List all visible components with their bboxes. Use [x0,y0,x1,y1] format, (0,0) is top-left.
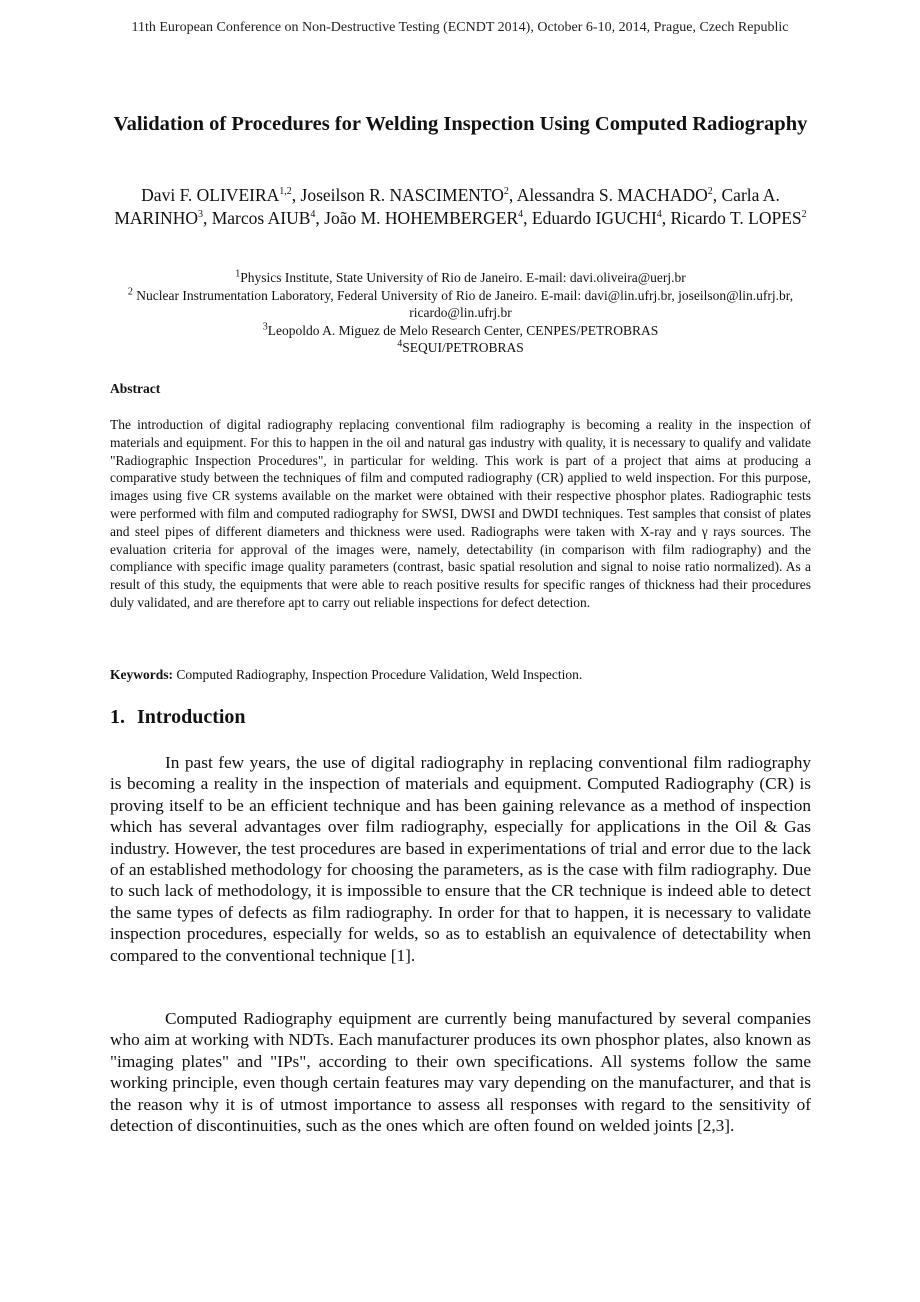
author-affiliation-mark: 2 [801,208,807,220]
abstract-text: The introduction of digital radiography replacing conventional film radiography is becoming a reality in the inspection of materials and equipment. For this to happen in the oil and natural gas industry with quality, it is necessary to qualify and validate "Radiographic Inspection Procedures", in particular for welding. This work is part of a project that aims at producing a comparative study between the techniques of film and computed radiography (CR) applied to weld inspection. For this purpose, images using five CR systems available on the market were obtained with their respective phosphor plates. Radiographic tests were performed with film and computed radiography for SWSI, DWSI and DWDI techniques. Test samples that consist of plates and steel pipes of different diameters and thickness were used. Radiographs were taken with X-ray and γ rays sources. The evaluation criteria for approval of the images were, namely, detectability (in comparison with film radiography) and the compliance with specific image quality parameters (contrast, basic spatial resolution and signal to noise ratio normalized). As a result of this study, the equipments that were able to reach positive results for specific ranges of thickness had their procedures duly validated, and are therefore apt to carry out reliable inspections for defect detection. [110,417,811,610]
author [532,208,671,228]
author-list [110,184,811,229]
abstract-heading: Abstract [110,381,161,396]
running-header: 11th European Conference on Non-Destructive Testing (ECNDT 2014), October 6-10, 2014, Prague, Czech Republic [131,20,789,35]
author-affiliation-mark: 3 [197,208,203,220]
author-name: Ricardo T. LOPES [670,207,802,228]
body-paragraph: In past few years, the use of digital radiography in replacing conventional film radiography is becoming a reality in the inspection of materials and equipment. Computed Radiography (CR) is proving itself to be an efficient technique and has been gaining relevance as a method of inspection which has several advantages over film radiography, especially for applications in the Oil & Gas industry. However, the test procedures are based in experimentations of trial and error due to the lack of an established methodology for choosing the parameters, as is the case with film radiography. Due to such lack of methodology, it is impossible to ensure that the CR technique is indeed able to detect the same types of defects as film radiography. In order for that to happen, it is necessary to validate inspection procedures, especially for welds, so as to establish an equivalence of detectability when compared to the conventional technique [1]. [110,753,811,965]
affiliation-number: 1 [235,268,241,280]
author-affiliation-mark: 4 [518,208,524,220]
affiliation-text: Physics Institute, State University of Rio de Janeiro. E-mail: davi.oliveira@uerj.br [240,270,686,285]
author-separator: , [315,207,325,228]
body-paragraph: Computed Radiography equipment are currently being manufactured by several companies who aim at working with NDTs. Each manufacturer produces its own phosphor plates, also known as "imaging plates" and "IPs", according to their own specifications. All systems follow the same working principle, even though certain features may vary depending on the manufacturer, and that is the reason why it is of utmost importance to assess all responses with regard to the sensitivity of detection of discontinuities, such as the ones which are often found on welded joints [2,3]. [110,1009,811,1136]
keywords [110,666,811,684]
author [301,185,517,205]
author-affiliation-mark: 1,2 [279,186,292,198]
author [141,185,300,205]
author-affiliation-mark: 4 [310,208,316,220]
author-separator: , [712,185,722,205]
affiliation-number: 3 [262,321,268,332]
keywords-text: Computed Radiography, Inspection Procedure Validation, Weld Inspection. [173,667,583,682]
keywords-label: Keywords: [110,667,173,682]
author-name: Carla A. MARINHO [114,185,780,228]
author [324,208,532,228]
author [517,185,722,205]
section-number: 1. [110,706,125,728]
author-affiliation-mark: 4 [656,208,662,220]
author-name: Alessandra S. MACHADO [516,185,708,205]
author-name: Eduardo IGUCHI [531,207,657,228]
author [671,208,807,228]
author [212,208,324,228]
author-separator: , [508,185,517,205]
affiliation [110,339,811,357]
affiliation-number: 4 [397,338,403,350]
section-title: Introduction [137,706,246,728]
affiliation [110,322,811,340]
author-name: João M. HOHEMBERGER [324,207,519,228]
author-affiliation-mark: 2 [503,186,509,198]
affiliation [110,287,811,322]
author-name: Marcos AIUB [211,207,311,228]
author-separator: , [202,207,212,228]
author-separator: , [291,185,301,205]
affiliation [110,269,811,287]
affiliation-list [110,269,811,357]
affiliation-text: Leopoldo A. Miguez de Melo Research Center, CENPES/PETROBRAS [267,322,659,338]
author-name: Davi F. OLIVEIRA [141,185,280,205]
author-name: Joseilson R. NASCIMENTO [300,185,504,205]
affiliation-text: SEQUI/PETROBRAS [402,340,524,355]
paper-title: Validation of Procedures for Welding Inspection Using Computed Radiography [113,113,808,135]
affiliation-number: 2 [127,286,133,297]
author-affiliation-mark: 2 [707,186,713,198]
author-separator: , [523,207,532,228]
section-heading [110,706,811,729]
affiliation-text: Nuclear Instrumentation Laboratory, Federal University of Rio de Janeiro. E-mail: davi@lin.ufrj.br, joseilson@lin.ufrj.br, ricardo@lin.ufrj.br [132,287,794,320]
author-separator: , [661,207,671,228]
